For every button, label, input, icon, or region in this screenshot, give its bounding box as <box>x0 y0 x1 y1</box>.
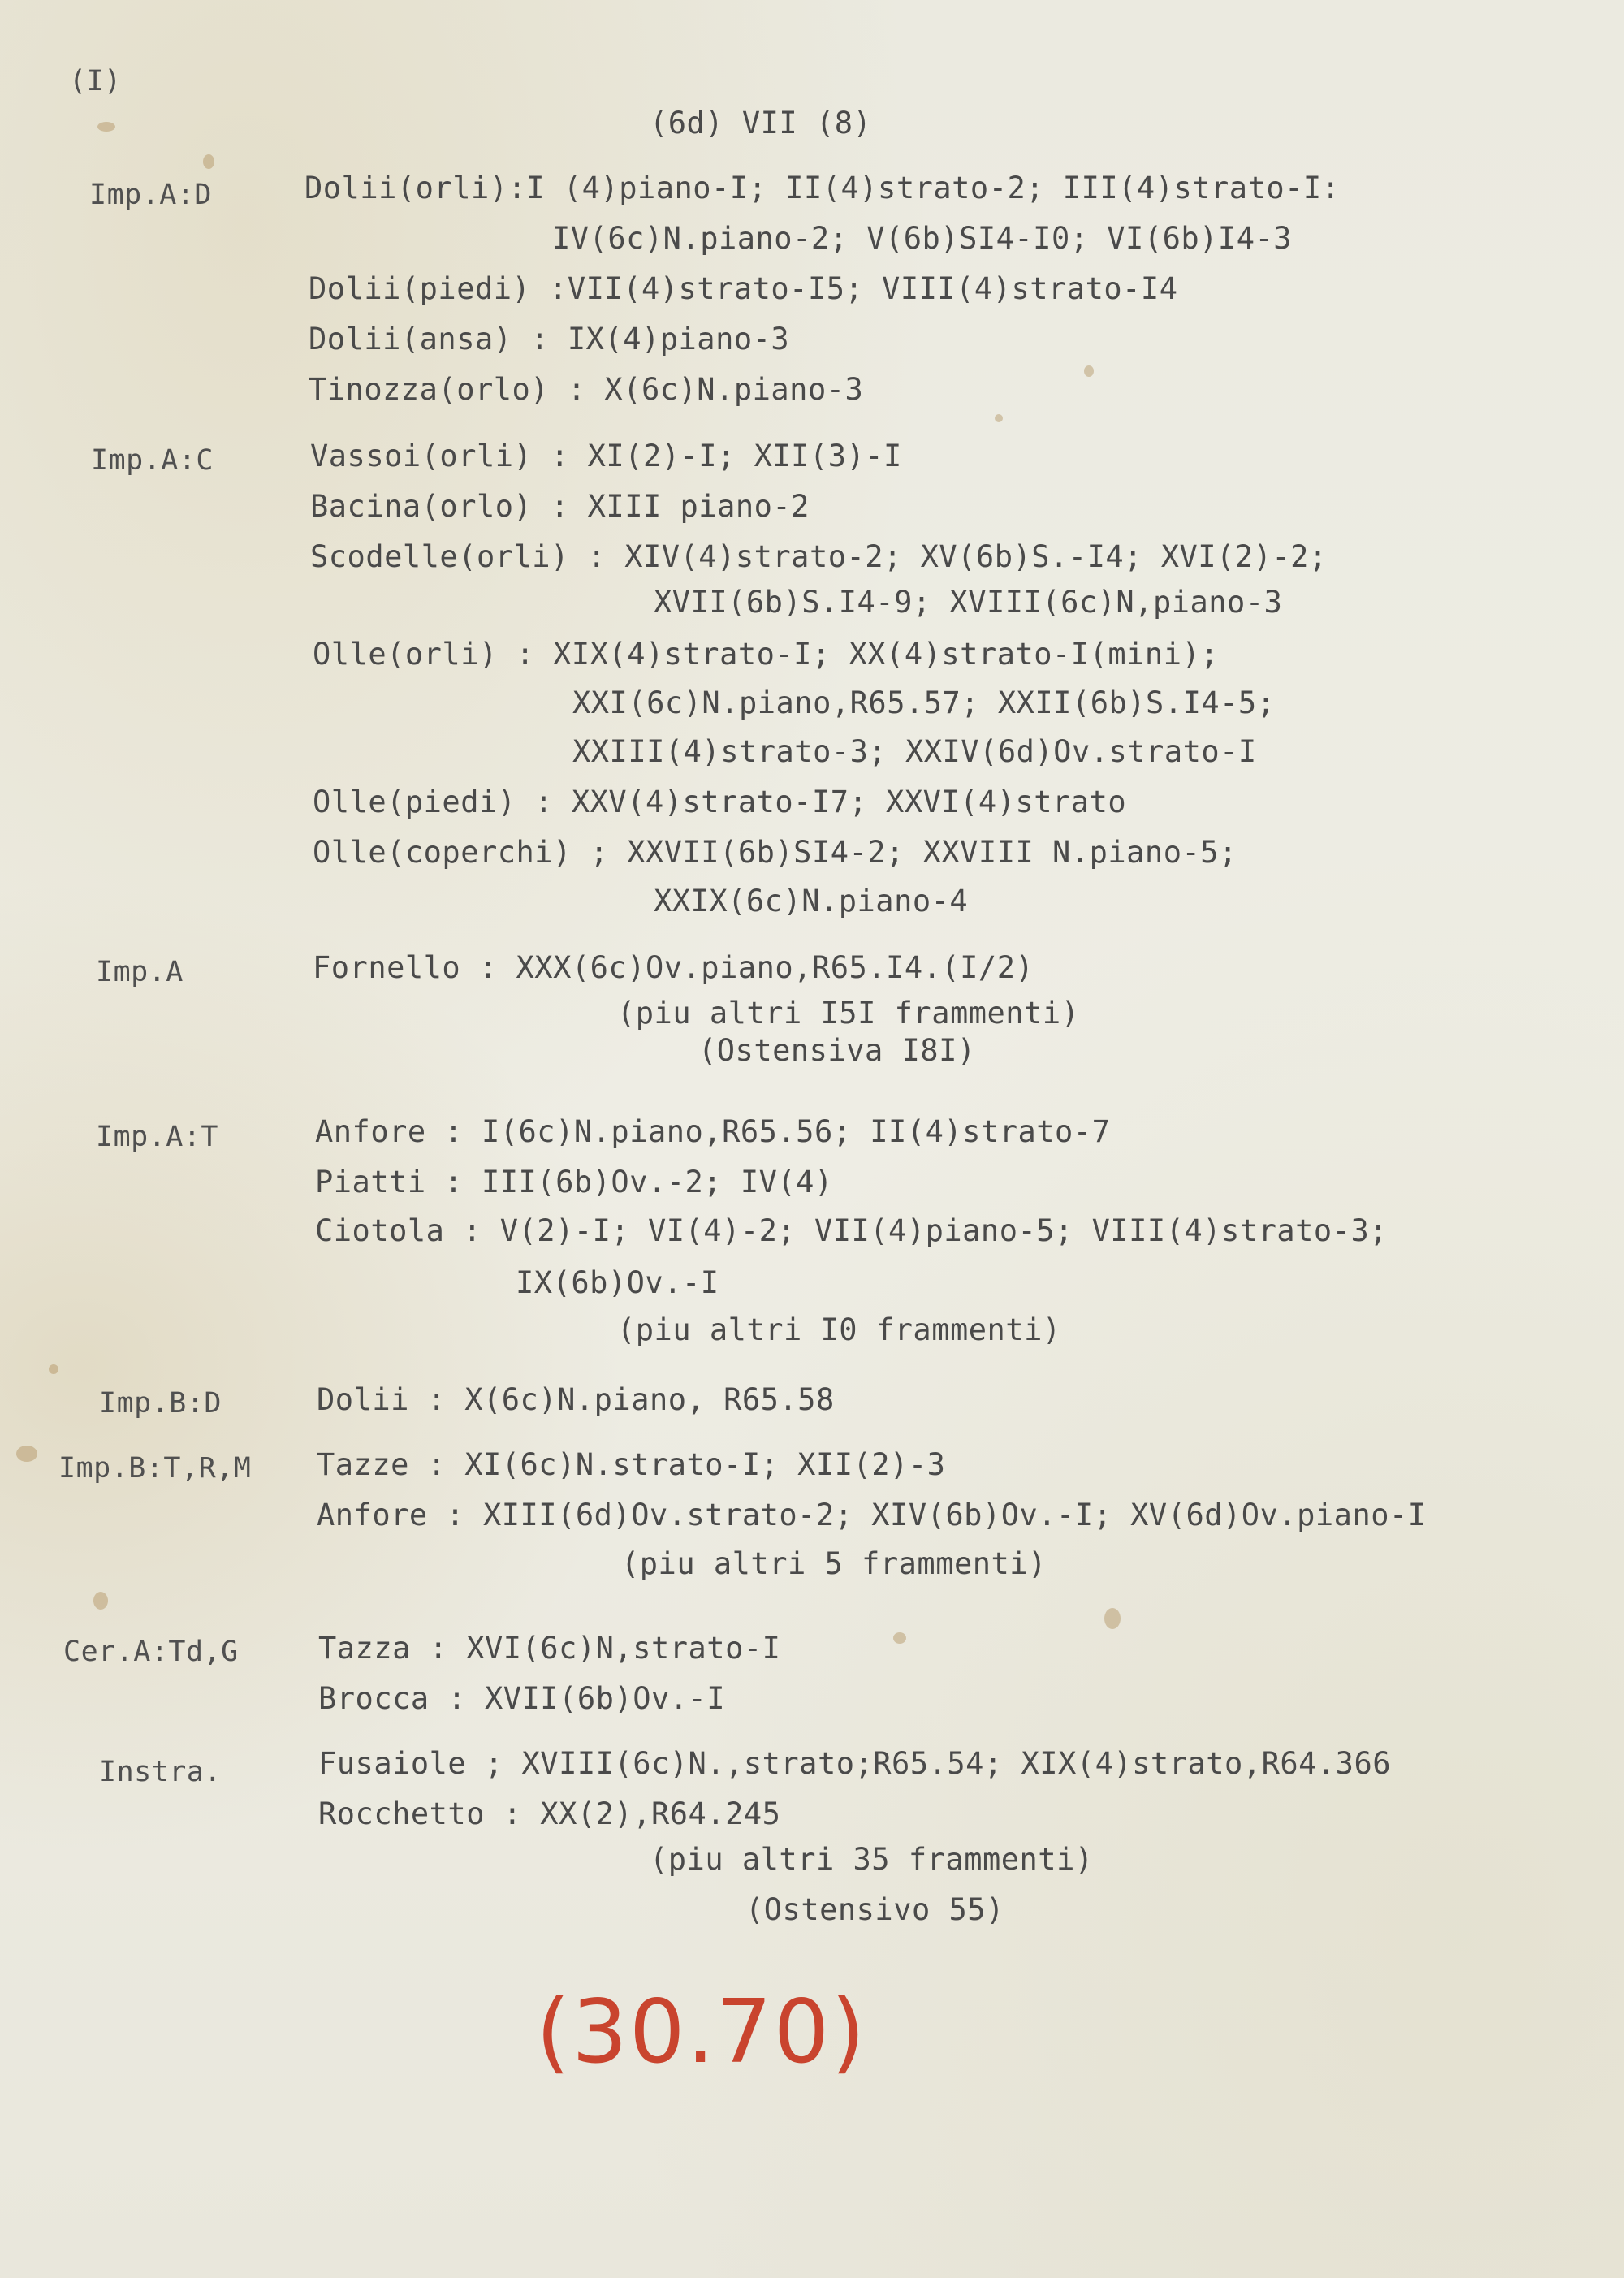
entry-line: Dolii : X(6c)N.piano, R65.58 <box>317 1382 835 1417</box>
entry-line: XVII(6b)S.I4-9; XVIII(6c)N,piano-3 <box>654 585 1283 620</box>
section-label-imp-a-c: Imp.A:C <box>91 444 214 477</box>
entry-line: Piatti : III(6b)Ov.-2; IV(4) <box>315 1165 833 1200</box>
entry-line: Bacina(orlo) : XIII piano-2 <box>310 489 810 524</box>
entry-line: XXIX(6c)N.piano-4 <box>654 884 969 919</box>
stain <box>93 1592 108 1610</box>
entry-line: Dolii(ansa) : IX(4)piano-3 <box>309 322 790 357</box>
entry-line: XXIII(4)strato-3; XXIV(6d)Ov.strato-I <box>572 734 1257 769</box>
page-number: (I) <box>69 65 122 97</box>
entry-line: (Ostensivo 55) <box>745 1892 1004 1927</box>
section-label-imp-b-d: Imp.B:D <box>99 1387 222 1420</box>
entry-line: Dolii(piedi) :VII(4)strato-I5; VIII(4)strato-I4 <box>309 271 1178 306</box>
entry-line: Anfore : XIII(6d)Ov.strato-2; XIV(6b)Ov.-I; XV(6d)Ov.piano-I <box>317 1498 1427 1532</box>
entry-line: Olle(coperchi) ; XXVII(6b)SI4-2; XXVIII N.piano-5; <box>313 835 1237 870</box>
section-label-imp-b-trm: Imp.B:T,R,M <box>58 1452 252 1485</box>
entry-line: Ciotola : V(2)-I; VI(4)-2; VII(4)piano-5; VIII(4)strato-3; <box>315 1213 1389 1248</box>
entry-line: Olle(orli) : XIX(4)strato-I; XX(4)strato-I(mini); <box>313 637 1220 672</box>
stain <box>49 1364 58 1374</box>
entry-line: XXI(6c)N.piano,R65.57; XXII(6b)S.I4-5; <box>572 685 1276 720</box>
section-label-imp-a-d: Imp.A:D <box>89 179 213 211</box>
entry-line: Fornello : XXX(6c)Ov.piano,R65.I4.(I/2) <box>313 950 1034 985</box>
entry-line: Brocca : XVII(6b)Ov.-I <box>318 1681 726 1716</box>
entry-line: Dolii(orli):I (4)piano-I; II(4)strato-2; III(4)strato-I: <box>304 171 1341 205</box>
entry-line: Fusaiole ; XVIII(6c)N.,strato;R65.54; XIX(4)strato,R64.366 <box>318 1746 1392 1781</box>
section-label-cer-a-td-g: Cer.A:Td,G <box>63 1636 239 1668</box>
entry-line: Rocchetto : XX(2),R64.245 <box>318 1796 781 1831</box>
entry-line: IX(6b)Ov.-I <box>516 1265 719 1300</box>
entry-line: Vassoi(orli) : XI(2)-I; XII(3)-I <box>310 439 902 473</box>
section-label-instra: Instra. <box>99 1756 222 1788</box>
page-header: (6d) VII (8) <box>650 106 872 140</box>
entry-line: Scodelle(orli) : XIV(4)strato-2; XV(6b)S.-I4; XVI(2)-2; <box>310 539 1328 574</box>
section-label-imp-a: Imp.A <box>96 956 184 988</box>
entry-line: (piu altri 35 frammenti) <box>650 1842 1094 1877</box>
entry-line: (piu altri 5 frammenti) <box>621 1546 1047 1581</box>
stain <box>995 414 1003 422</box>
entry-line: IV(6c)N.piano-2; V(6b)SI4-I0; VI(6b)I4-3 <box>552 221 1293 256</box>
entry-line: Anfore : I(6c)N.piano,R65.56; II(4)strato-7 <box>315 1114 1111 1149</box>
entry-line: Tinozza(orlo) : X(6c)N.piano-3 <box>309 372 864 407</box>
entry-line: (piu altri I0 frammenti) <box>617 1312 1061 1347</box>
stain <box>16 1446 37 1462</box>
entry-line: Olle(piedi) : XXV(4)strato-I7; XXVI(4)strato <box>313 785 1127 819</box>
stain <box>1084 365 1094 377</box>
stain <box>203 154 214 169</box>
entry-line: (piu altri I5I frammenti) <box>617 996 1080 1031</box>
entry-line: (Ostensiva I8I) <box>698 1033 976 1068</box>
section-label-imp-a-t: Imp.A:T <box>96 1121 219 1153</box>
stain <box>893 1632 906 1644</box>
stain <box>97 122 115 132</box>
handwritten-note: (30.70) <box>536 1982 867 2083</box>
entry-line: Tazze : XI(6c)N.strato-I; XII(2)-3 <box>317 1447 946 1482</box>
entry-line: Tazza : XVI(6c)N,strato-I <box>318 1631 781 1666</box>
stain <box>1104 1608 1121 1629</box>
